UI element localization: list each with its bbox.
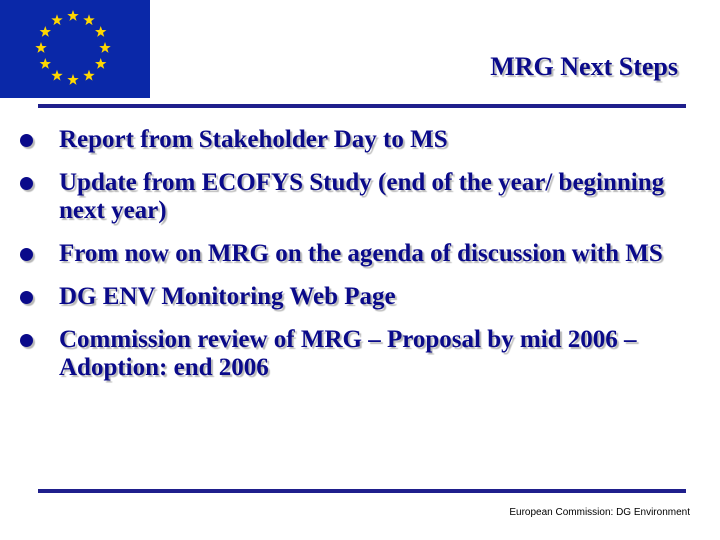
bullet-dot-icon: [20, 291, 33, 304]
bullet-text: Update from ECOFYS Study (end of the year/ beginning next year): [59, 169, 665, 224]
bullet-dot-icon: [20, 177, 33, 190]
bullet-text: Report from Stakeholder Day to MS: [59, 126, 448, 153]
slide-title: MRG Next Steps: [490, 52, 678, 81]
eu-flag-icon: [0, 0, 150, 98]
bullet-list: [20, 126, 710, 397]
bullet-item: [20, 169, 710, 225]
bullet-item: [20, 283, 710, 311]
footer-text: European Commission: DG Environment: [509, 507, 690, 518]
bullet-dot-icon: [20, 248, 33, 261]
bullet-dot-icon: [20, 134, 33, 147]
top-divider: [38, 104, 686, 108]
bullet-text: DG ENV Monitoring Web Page: [59, 283, 396, 310]
bullet-item: [20, 240, 710, 268]
bullet-text: From now on MRG on the agenda of discussion with MS: [59, 240, 663, 267]
bullet-item: [20, 326, 710, 382]
bottom-divider: [38, 489, 686, 493]
bullet-text: Commission review of MRG – Proposal by mid 2006 – Adoption: end 2006: [59, 326, 637, 381]
bullet-item: [20, 126, 710, 154]
bullet-dot-icon: [20, 334, 33, 347]
